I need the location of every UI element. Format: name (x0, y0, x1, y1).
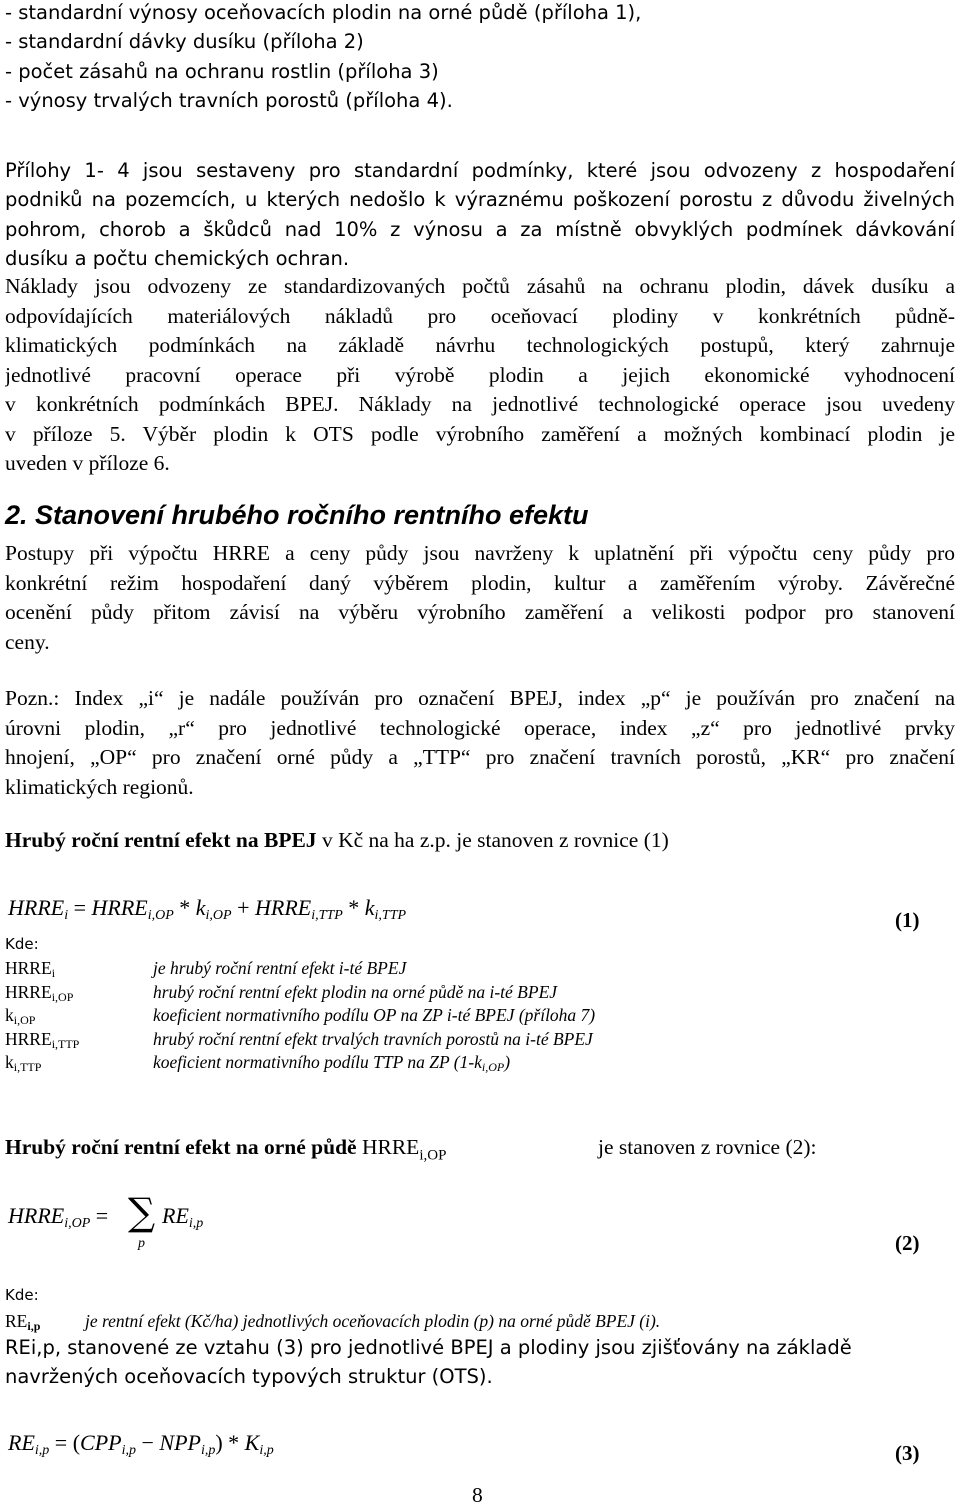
paragraph-line: úrovni plodin, „r“ pro jednotlivé technologické operace, index „z“ pro jednotlivé prvky (5, 715, 955, 740)
summation-index: p (138, 1236, 145, 1251)
paragraph-line: uveden v příloze 6. (5, 451, 170, 475)
op-intro: Hrubý roční rentní efekt na orné půdě $HRRE_{i,OP}$ (5, 1135, 447, 1164)
paragraph-attachments (5, 156, 955, 274)
paragraph-line: Náklady jsou odvozeny ze standardizovaných počtů zásahů na ochranu plodin, dávek dusíku a (5, 274, 955, 298)
paragraph-line: podniků na pozemcích, u kterých nedošlo k výraznému poškození porostu z důvodu živelných (5, 188, 955, 212)
paragraph-line: Pozn.: Index „i“ je nadále používán pro označení BPEJ, index „p“ je používán pro značení na (5, 686, 955, 710)
summation-symbol: ∑ (128, 1190, 156, 1234)
paragraph-costs (5, 272, 955, 479)
equation-number-1: (1) (895, 908, 920, 932)
equation-2-rhs: $RE_{i,p}$ (162, 1203, 204, 1231)
definitions-list-1 (5, 958, 905, 1076)
paragraph-line: konkrétní režim hospodaření daný výběrem plodin, kultur a zaměřením výroby. Závěrečné (5, 570, 955, 595)
paragraph-line: ceny. (5, 629, 50, 654)
paragraph-line: odpovídajících materiálových nákladů pro oceňovací plodiny v konkrétních půdně- (5, 303, 955, 328)
list-item: - výnosy trvalých travních porostů (příloha 4). (5, 89, 453, 113)
paragraph-rei (5, 1333, 955, 1392)
paragraph-line: Postupy při výpočtu HRRE a ceny půdy jsou navrženy k uplatnění při výpočtu ceny půdy pro (5, 541, 955, 565)
paragraph-line: navržených oceňovacích typových struktur (OTS). (5, 1365, 493, 1389)
hrre-intro (5, 828, 669, 857)
paragraph-line: pohrom, chorob a škůdců nad 10% z výnosu a za místně obvyklých podmínek dávkování (5, 217, 955, 241)
bullet-list (5, 0, 955, 116)
paragraph-line: v příloze 5. Výběr plodin k OTS podle výrobního zaměření a možných kombinací plodin je (5, 421, 955, 446)
note-paragraph (5, 684, 955, 802)
equation-number-2: (2) (895, 1231, 920, 1255)
definition-row: $HRRE_{i,TTP}$ hrubý roční rentní efekt trvalých travních porostů na i-té BPEJ (5, 1028, 593, 1051)
paragraph-line: dusíku a počtu chemických ochran. (5, 247, 350, 271)
definition-row: $k_{i,TTP}$ koeficient normativního podílu TTP na ZP $(1-k_{i,OP})$ (5, 1052, 511, 1074)
paragraph-procedures (5, 539, 955, 657)
definition-row: $HRRE_{i,OP}$ hrubý roční rentní efekt plodin na orné půdě na i-té BPEJ (5, 981, 558, 1004)
paragraph-line: v konkrétních podmínkách BPEJ. Náklady na jednotlivé technologické operace jsou uvedeny (5, 392, 955, 416)
section-heading: 2. Stanovení hrubého ročního rentního efektu (5, 500, 589, 530)
page-number: 8 (472, 1483, 483, 1507)
paragraph-line: klimatických regionů. (5, 774, 194, 799)
paragraph-line: Přílohy 1- 4 jsou sestaveny pro standardní podmínky, které jsou odvozeny z hospodaření (5, 159, 955, 182)
definition-row: $HRRE_i$ je hrubý roční rentní efekt i-té BPEJ (5, 958, 407, 980)
paragraph-line: ocenění půdy přitom závisí na výběru výrobního zaměření a velikosti podpor pro stanovení (5, 600, 955, 624)
equation-3: $RE_{i,p} = (CPP_{i,p} - NPP_{i,p}) * K_{i,p}$ (8, 1430, 274, 1458)
equation-2: $HRRE_{i,OP}$ = (8, 1203, 109, 1231)
op-intro-rest: je stanoven z rovnice (2): (598, 1135, 817, 1159)
list-item: - počet zásahů na ochranu rostlin (příloha 3) (5, 59, 439, 83)
paragraph-line: klimatických podmínkách na základě návrhu technologických postupů, který zahrnuje (5, 333, 955, 357)
equation-1: $HRRE_i$ = $HRRE_{i,OP} * k_{i,OP}$ + $HRRE_{i,TTP} * k_{i,TTP}$ (8, 895, 407, 923)
hrre-intro-rest: v Kč na ha z.p. je stanoven z rovnice (1) (316, 828, 669, 852)
paragraph-line: jednotlivé pracovní operace při výrobě plodin a jejich ekonomické vyhodnocení (5, 362, 955, 387)
hrre-intro-bold: Hrubý roční rentní efekt na BPEJ (5, 828, 317, 852)
list-item: - standardní výnosy oceňovacích plodin na orné půdě (příloha 1), (5, 1, 642, 24)
where-label: Kde: (5, 935, 39, 953)
definition-row: $k_{i,OP}$ koeficient normativního podílu OP na ZP i-té BPEJ (příloha 7) (5, 1005, 596, 1027)
where-label: Kde: (5, 1286, 39, 1304)
paragraph-line: hnojení, „OP“ pro značení orné půdy a „TTP“ pro značení travních porostů, „KR“ pro značení (5, 745, 955, 769)
paragraph-line: REi,p, stanovené ze vztahu (3) pro jednotlivé BPEJ a plodiny jsou zjišťovány na základě (5, 1336, 852, 1359)
list-item: - standardní dávky dusíku (příloha 2) (5, 30, 364, 54)
equation-number-3: (3) (895, 1441, 920, 1465)
